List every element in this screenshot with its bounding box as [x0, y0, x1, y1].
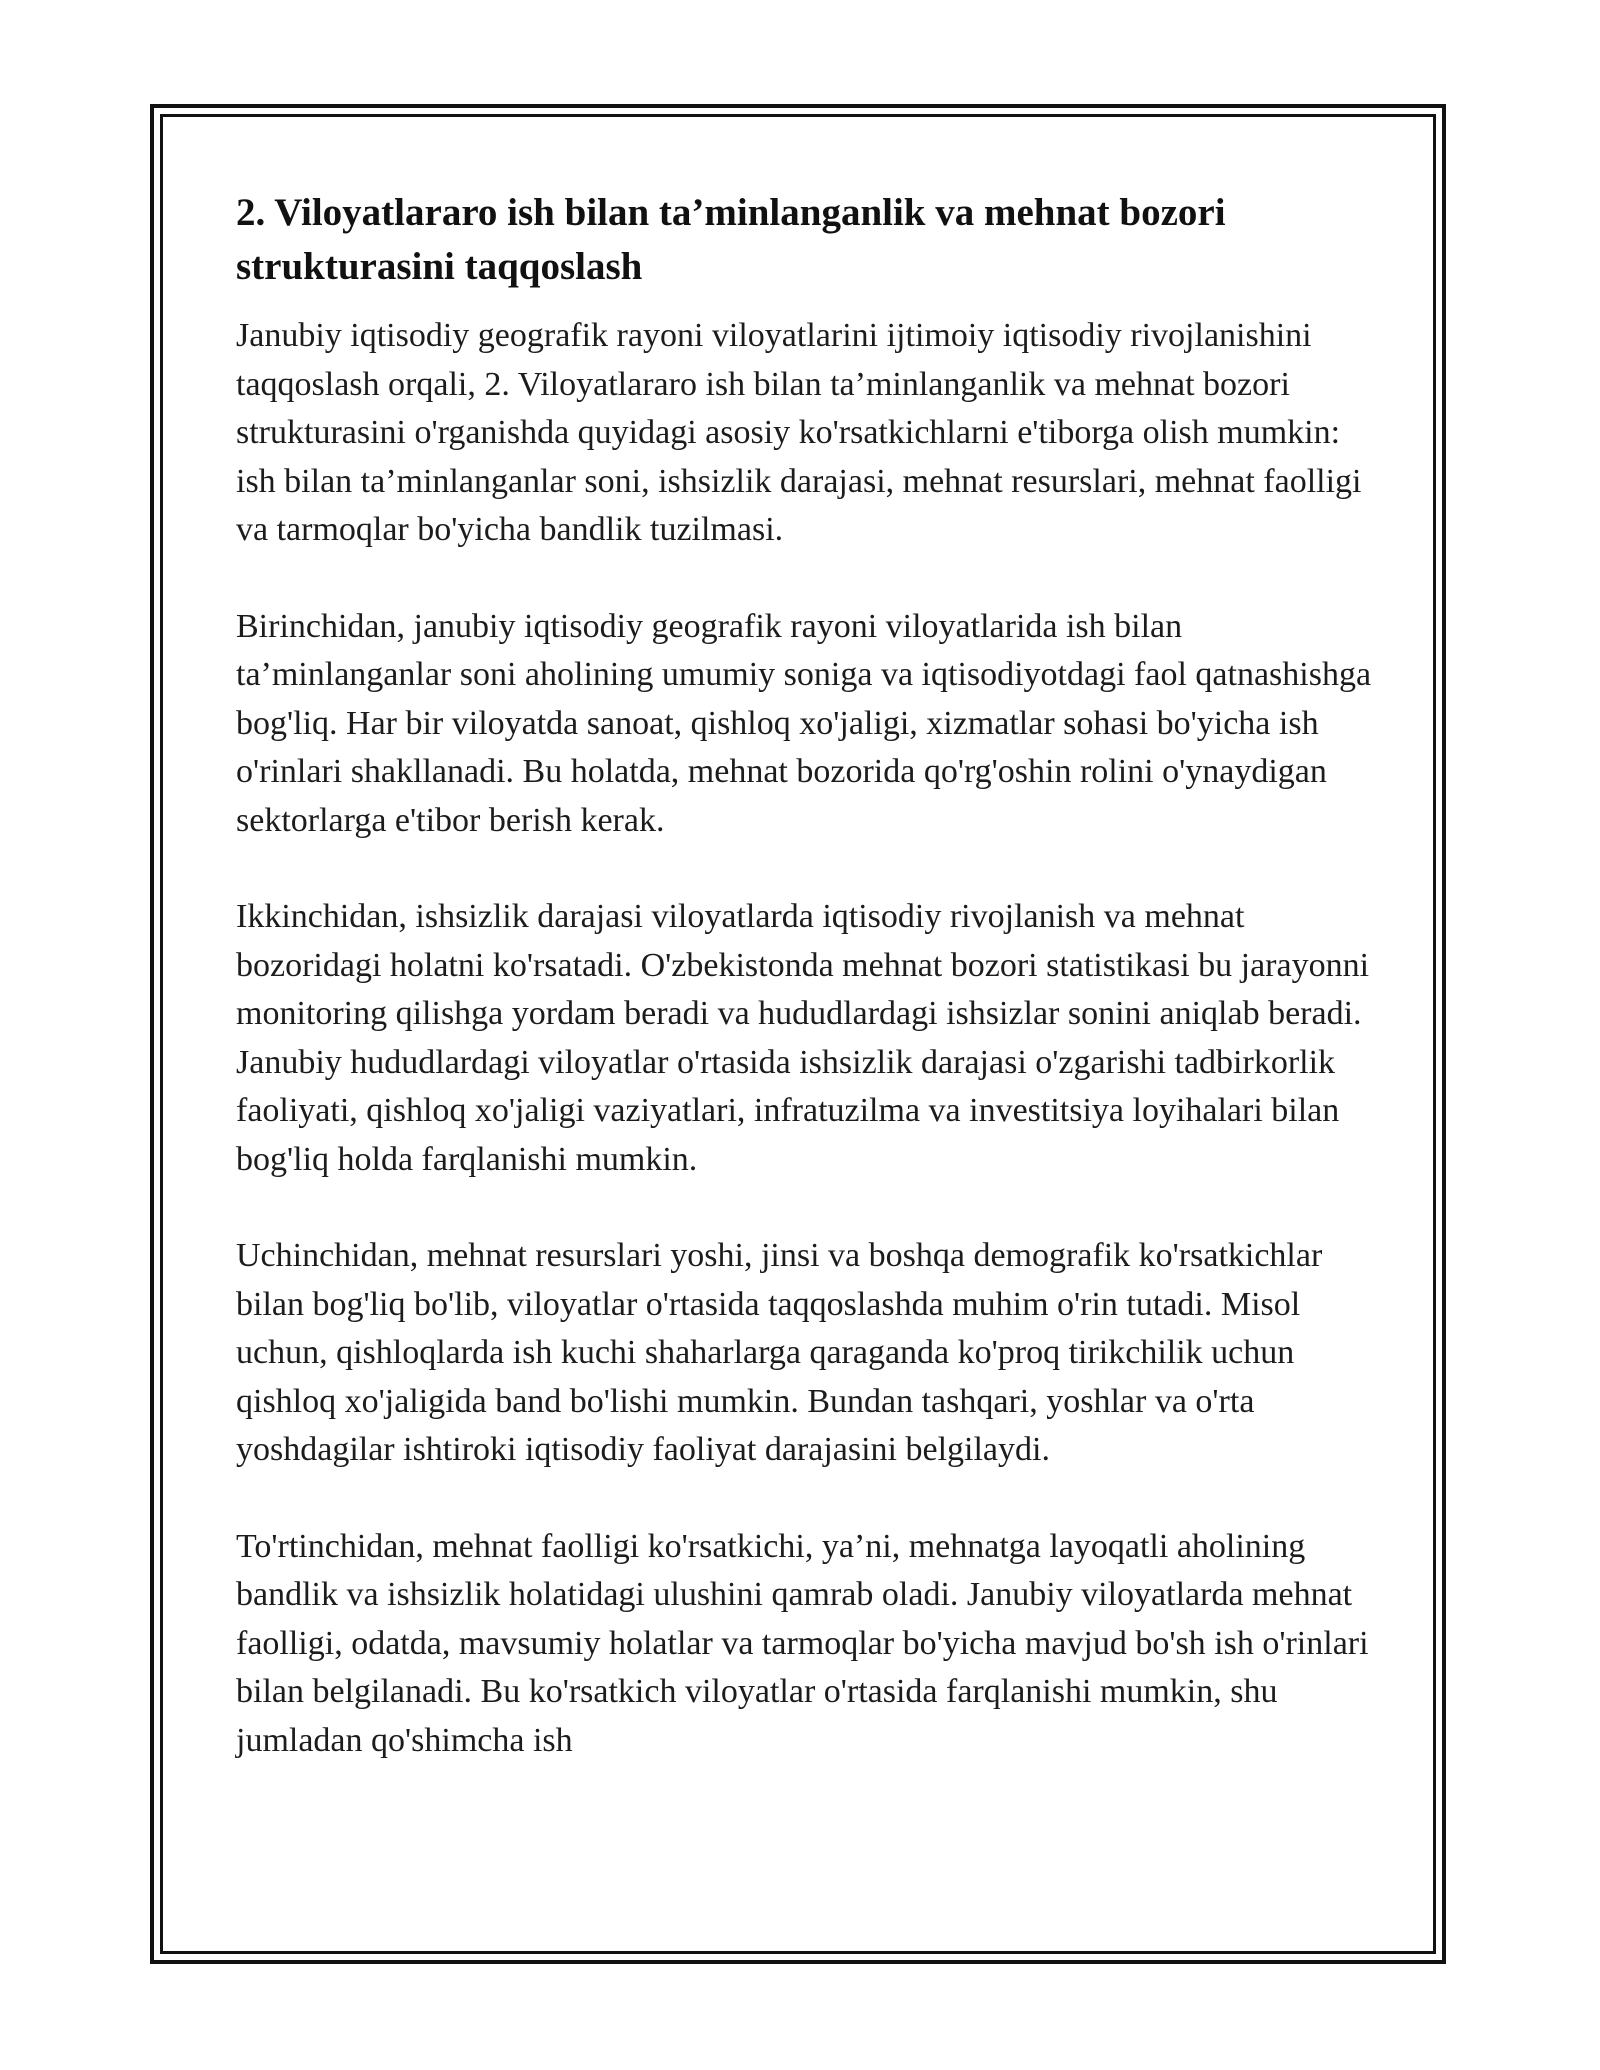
paragraph-second: Ikkinchidan, ishsizlik darajasi viloyatlarda iqtisodiy rivojlanish va mehnat bozoridagi holatni ko'rsatadi. O'zbekistonda mehnat bozori statistikasi bu jarayonni monitoring qilishga yordam beradi va hududlardagi ishsizlar sonini aniqlab beradi. Janubiy hududlardagi viloyatlar o'rtasida ishsizlik darajasi o'zgarishi tadbirkorlik faoliyati, qishloq xo'jaligi vaziyatlari, infratuzilma va investitsiya loyihalari bilan bog'liq holda farqlanishi mumkin. [236, 898, 1370, 1178]
paragraph-intro: Janubiy iqtisodiy geografik rayoni viloyatlarini ijtimoiy iqtisodiy rivojlanishini taqqoslash orqali, 2. Viloyatlararo ish bilan ta’minlanganlik va mehnat bozori strukturasini o'rganishda quyidagi asosiy ko'rsatkichlarni e'tiborga olish mumkin: ish bilan ta’minlanganlar soni, ishsizlik darajasi, mehnat resurslari, mehnat faolligi va tarmoqlar bo'yicha bandlik tuzilmasi. [236, 317, 1362, 548]
document-body [236, 186, 1376, 1765]
paragraph-fourth: To'rtinchidan, mehnat faolligi ko'rsatkichi, ya’ni, mehnatga layoqatli aholining bandlik va ishsizlik holatidagi ulushini qamrab oladi. Janubiy viloyatlarda mehnat faolligi, odatda, mavsumiy holatlar va tarmoqlar bo'yicha mavjud bo'sh ish o'rinlari bilan belgilanadi. Bu ko'rsatkich viloyatlar o'rtasida farqlanishi mumkin, shu jumladan qo'shimcha ish [236, 1527, 1369, 1759]
paragraph-third: Uchinchidan, mehnat resurslari yoshi, jinsi va boshqa demografik ko'rsatkichlar bilan bog'liq bo'lib, viloyatlar o'rtasida taqqoslashda muhim o'rin tutadi. Misol uchun, qishloqlarda ish kuchi shaharlarga qaraganda ko'proq tirikchilik uchun qishloq xo'jaligida band bo'lishi mumkin. Bundan tashqari, yoshlar va o'rta yoshdagilar ishtiroki iqtisodiy faoliyat darajasini belgilaydi. [236, 1237, 1323, 1468]
paragraph-first: Birinchidan, janubiy iqtisodiy geografik rayoni viloyatlarida ish bilan ta’minlanganlar soni aholining umumiy soniga va iqtisodiyotdagi faol qatnashishga bog'liq. Har bir viloyatda sanoat, qishloq xo'jaligi, xizmatlar sohasi bo'yicha ish o'rinlari shakllanadi. Bu holatda, mehnat bozorida qo'rg'oshin rolini o'ynaydigan sektorlarga e'tibor berish kerak. [236, 607, 1372, 839]
section-heading: 2. Viloyatlararo ish bilan ta’minlanganlik va mehnat bozori strukturasini taqqoslash [236, 191, 1226, 288]
